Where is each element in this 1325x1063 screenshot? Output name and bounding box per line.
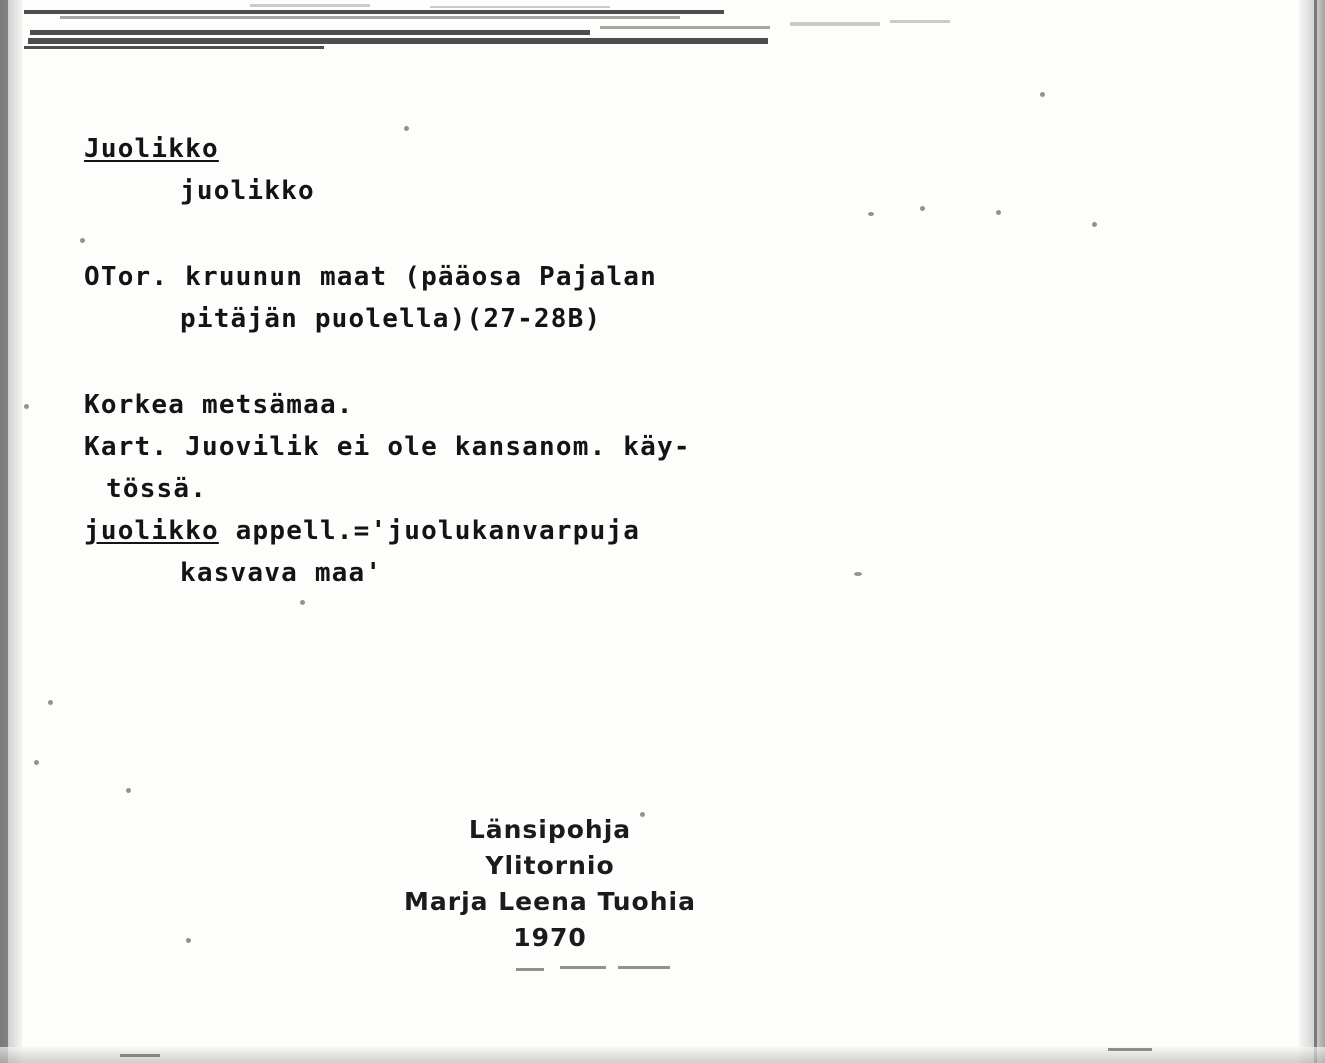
noise-speck — [126, 788, 131, 793]
stamp-collector: Marja Leena Tuohia — [404, 887, 696, 916]
stamp-year: 1970 — [513, 923, 587, 952]
noise-dash — [618, 966, 670, 969]
noise-speck — [1092, 222, 1097, 227]
noise-dash — [516, 968, 544, 971]
noise-speck — [80, 238, 85, 243]
collection-stamp — [0, 812, 1100, 956]
location-line-1: OTor. kruunun maat (pääosa Pajalan — [84, 262, 658, 292]
noise-speck — [1040, 92, 1045, 97]
scan-edge-right-line — [1314, 0, 1317, 1063]
noise-speck — [404, 126, 409, 131]
location-line-2: pitäjän puolella)(27-28B) — [180, 304, 602, 334]
note-line-2: Kart. Juovilik ei ole kansanom. käy- — [84, 432, 691, 462]
note-line-1: Korkea metsämaa. — [84, 390, 354, 420]
noise-speck — [24, 404, 29, 409]
noise-dash — [1108, 1048, 1152, 1051]
appellative-line-2: kasvava maa' — [180, 558, 383, 588]
appellative-gloss: appell.='juolukanvarpuja — [218, 516, 641, 546]
noise-speck — [300, 600, 305, 605]
noise-speck — [920, 206, 925, 211]
note-line-3: tössä. — [106, 474, 208, 504]
appellative-headword: juolikko — [84, 516, 219, 546]
noise-dash — [120, 1054, 160, 1057]
card-text-body — [84, 128, 1084, 594]
noise-dash — [560, 966, 606, 969]
headword: Juolikko — [84, 134, 219, 164]
scan-edge-right — [1299, 0, 1325, 1063]
noise-speck — [996, 210, 1001, 215]
headword-variant: juolikko — [180, 176, 315, 206]
noise-speck — [48, 700, 53, 705]
noise-speck — [868, 212, 874, 216]
noise-speck — [34, 760, 39, 765]
stamp-region: Länsipohja — [468, 815, 632, 844]
stamp-parish: Ylitornio — [485, 851, 615, 880]
scan-top-artifact-band — [0, 0, 1325, 52]
noise-speck — [640, 812, 645, 817]
appellative-line-1 — [84, 510, 1084, 552]
noise-speck — [186, 938, 191, 943]
noise-speck — [854, 572, 862, 576]
